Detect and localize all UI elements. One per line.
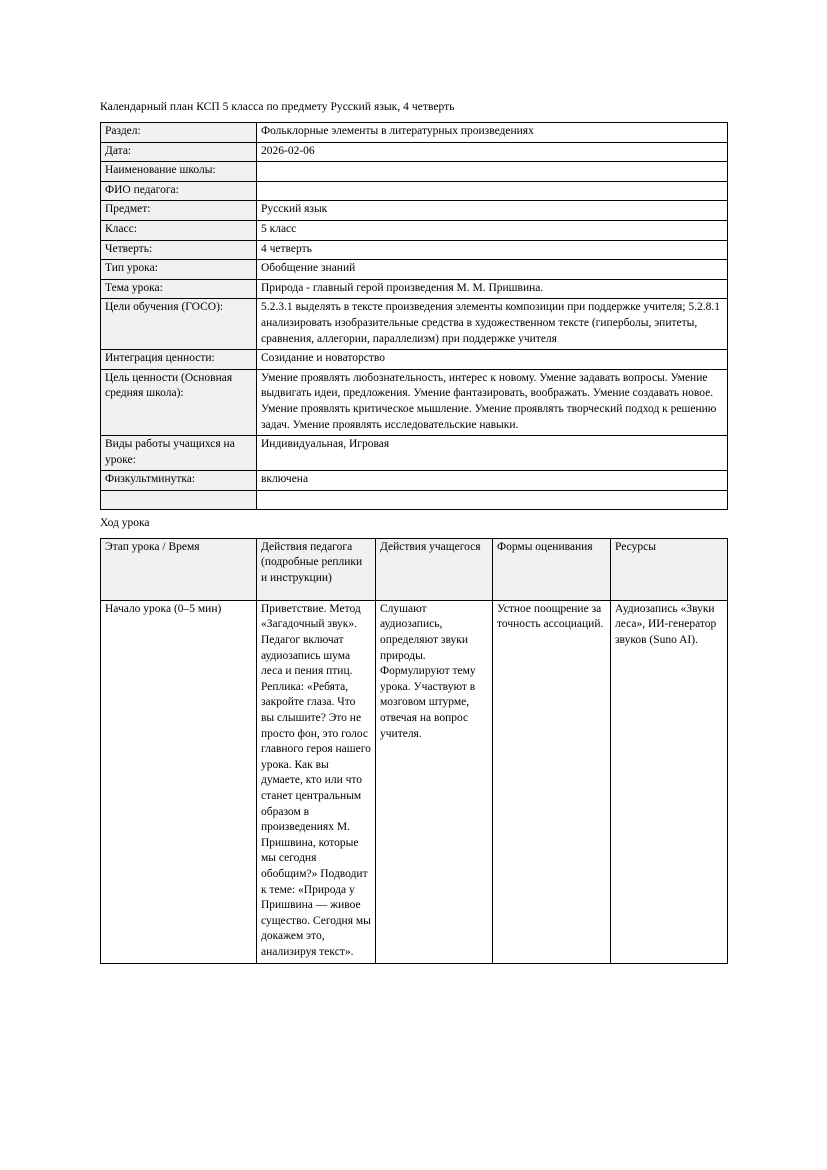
column-header-resources: Ресурсы [611,538,728,600]
lesson-info-table [100,122,728,510]
lesson-info-body [101,123,728,510]
info-value: Обобщение знаний [257,260,728,280]
lesson-flow-body [101,600,728,963]
info-label: Интеграция ценности: [101,350,257,370]
lesson-flow-head [101,538,728,600]
info-label: Тема урока: [101,279,257,299]
table-row [101,220,728,240]
table-row [101,260,728,280]
cell-resources: Аудиозапись «Звуки леса», ИИ-генератор звуков (Suno AI). [611,600,728,963]
info-label: Четверть: [101,240,257,260]
column-header-teacher-actions: Действия педагога (подробные реплики и инструкции) [257,538,376,600]
table-row [101,369,728,435]
table-row [101,181,728,201]
info-label: Физкультминутка: [101,471,257,491]
table-header-row [101,538,728,600]
info-value: 2026-02-06 [257,142,728,162]
info-label: Предмет: [101,201,257,221]
table-row [101,299,728,350]
table-row [101,142,728,162]
cell-assessment: Устное поощрение за точность ассоциаций. [493,600,611,963]
info-value: Умение проявлять любознательность, интерес к новому. Умение задавать вопросы. Умение выдвигать идеи, предложения. Умение фантазировать, воображать. Умение создавать новое. Умение проявлять критическое мышление. Умение проявлять творческий подход к решению задач. Умение проявлять исследовательские навыки. [257,369,728,435]
table-row [101,490,728,509]
info-value: Русский язык [257,201,728,221]
column-header-student-actions: Действия учащегося [376,538,493,600]
table-row [101,471,728,491]
table-row [101,162,728,182]
column-header-stage: Этап урока / Время [101,538,257,600]
info-label: Цели обучения (ГОСО): [101,299,257,350]
info-value [257,162,728,182]
cell-stage: Начало урока (0–5 мин) [101,600,257,963]
info-value: 4 четверть [257,240,728,260]
info-value [257,490,728,509]
cell-student-actions: Слушают аудиозапись, определяют звуки природы. Формулируют тему урока. Участвуют в мозговом штурме, отвечая на вопрос учителя. [376,600,493,963]
table-row [101,240,728,260]
info-value: Индивидуальная, Игровая [257,436,728,471]
table-row [101,436,728,471]
info-label: Наименование школы: [101,162,257,182]
info-label: ФИО педагога: [101,181,257,201]
table-row [101,123,728,143]
table-row [101,350,728,370]
lesson-flow-heading: Ход урока [100,516,150,529]
info-label: Класс: [101,220,257,240]
info-label [101,490,257,509]
info-label: Дата: [101,142,257,162]
info-value: 5 класс [257,220,728,240]
info-value: 5.2.3.1 выделять в тексте произведения элементы композиции при поддержке учителя; 5.2.8.1 анализировать изобразительные средства в художественном тексте (гиперболы, эпитеты, сравнения, аллегории, параллелизм) при поддержке учителя [257,299,728,350]
table-row [101,201,728,221]
info-value: включена [257,471,728,491]
info-value: Фольклорные элементы в литературных произведениях [257,123,728,143]
info-label: Цель ценности (Основная средняя школа): [101,369,257,435]
lesson-flow-table [100,538,728,964]
info-label: Тип урока: [101,260,257,280]
column-header-assessment: Формы оценивания [493,538,611,600]
info-value: Созидание и новаторство [257,350,728,370]
table-row [101,279,728,299]
info-label: Виды работы учащихся на уроке: [101,436,257,471]
info-value: Природа - главный герой произведения М. М. Пришвина. [257,279,728,299]
cell-teacher-actions: Приветствие. Метод «Загадочный звук». Педагог включат аудиозапись шума леса и пения птиц. Реплика: «Ребята, закройте глаза. Что вы слышите? Это не просто фон, это голос главного героя нашего урока. Как вы думаете, кто или что станет центральным образом в произведениях М. Пришвина, которые мы сегодня обобщим?» Подводит к теме: «Природа у Пришвина — живое существо. Сегодня мы докажем это, анализируя текст». [257,600,376,963]
info-value [257,181,728,201]
table-row [101,600,728,963]
page-title: Календарный план КСП 5 класса по предмету Русский язык, 4 четверть [100,101,455,113]
info-label: Раздел: [101,123,257,143]
